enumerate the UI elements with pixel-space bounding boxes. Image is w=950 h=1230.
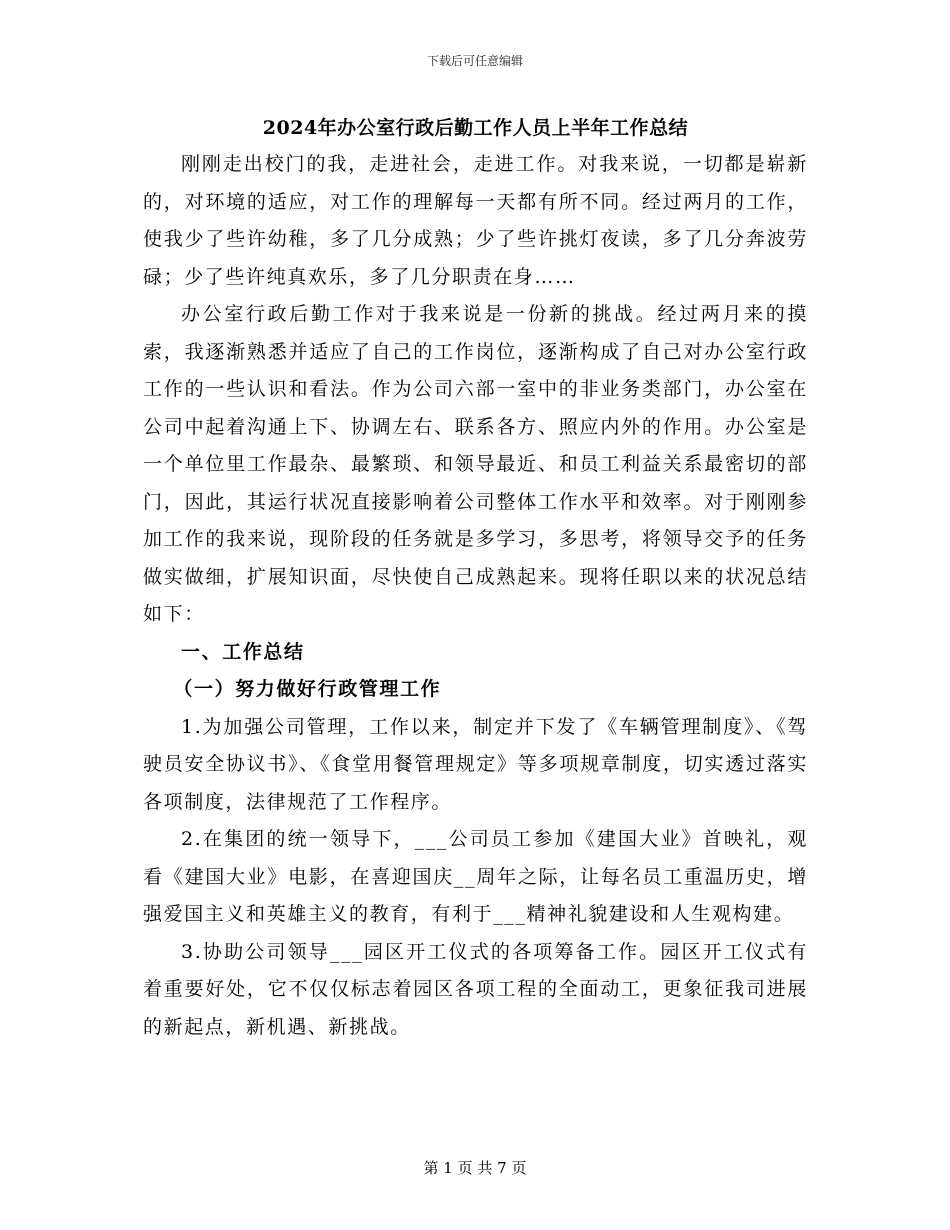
subsection-heading: （一）努力做好行政管理工作	[173, 678, 442, 700]
list-item-3: 3.协助公司领导___园区开工仪式的各项筹备工作。园区开工仪式有着重要好处，它不仅仅标志着园区各项工程的全面动工，更象征我司进展的新起点，新机遇、新挑战。	[143, 940, 808, 1038]
section-heading: 一、工作总结	[181, 640, 305, 663]
document-body	[143, 112, 808, 1046]
paragraph-office-work: 办公室行政后勤工作对于我来说是一份新的挑战。经过两月来的摸索，我逐渐熟悉并适应了自己的工作岗位，逐渐构成了自己对办公室行政工作的一些认识和看法。作为公司六部一室中的非业务类部门，办公室在公司中起着沟通上下、协调左右、联系各方、照应内外的作用。办公室是一个单位里工作最杂、最繁琐、和领导最近、和员工利益关系最密切的部门，因此，其运行状况直接影响着公司整体工作水平和效率。对于刚刚参加工作的我来说，现阶段的任务就是多学习，多思考，将领导交予的任务做实做细，扩展知识面，尽快使自己成熟起来。现将任职以来的状况总结如下：	[143, 303, 808, 625]
document-title: 2024年办公室行政后勤工作人员上半年工作总结	[262, 117, 689, 139]
paragraph-intro: 刚刚走出校门的我，走进社会，走进工作。对我来说，一切都是崭新的，对环境的适应，对工作的理解每一天都有所不同。经过两月的工作，使我少了些许幼稚，多了几分成熟；少了些许挑灯夜读，多了几分奔波劳碌；少了些许纯真欢乐，多了几分职责在身……	[143, 153, 808, 288]
list-item-1: 1.为加强公司管理，工作以来，制定并下发了《车辆管理制度》、《驾驶员安全协议书》、《食堂用餐管理规定》等多项规章制度，切实透过落实各项制度，法律规范了工作程序。	[143, 715, 808, 813]
page-header-note: 下载后可任意编辑	[426, 54, 523, 68]
list-item-2: 2.在集团的统一领导下，___公司员工参加《建国大业》首映礼，观看《建国大业》电影，在喜迎国庆__周年之际，让每名员工重温历史，增强爱国主义和英雄主义的教育，有利于___精神礼貌建设和人生观构建。	[143, 828, 808, 925]
page-number: 第 1 页 共 7 页	[423, 1159, 527, 1177]
